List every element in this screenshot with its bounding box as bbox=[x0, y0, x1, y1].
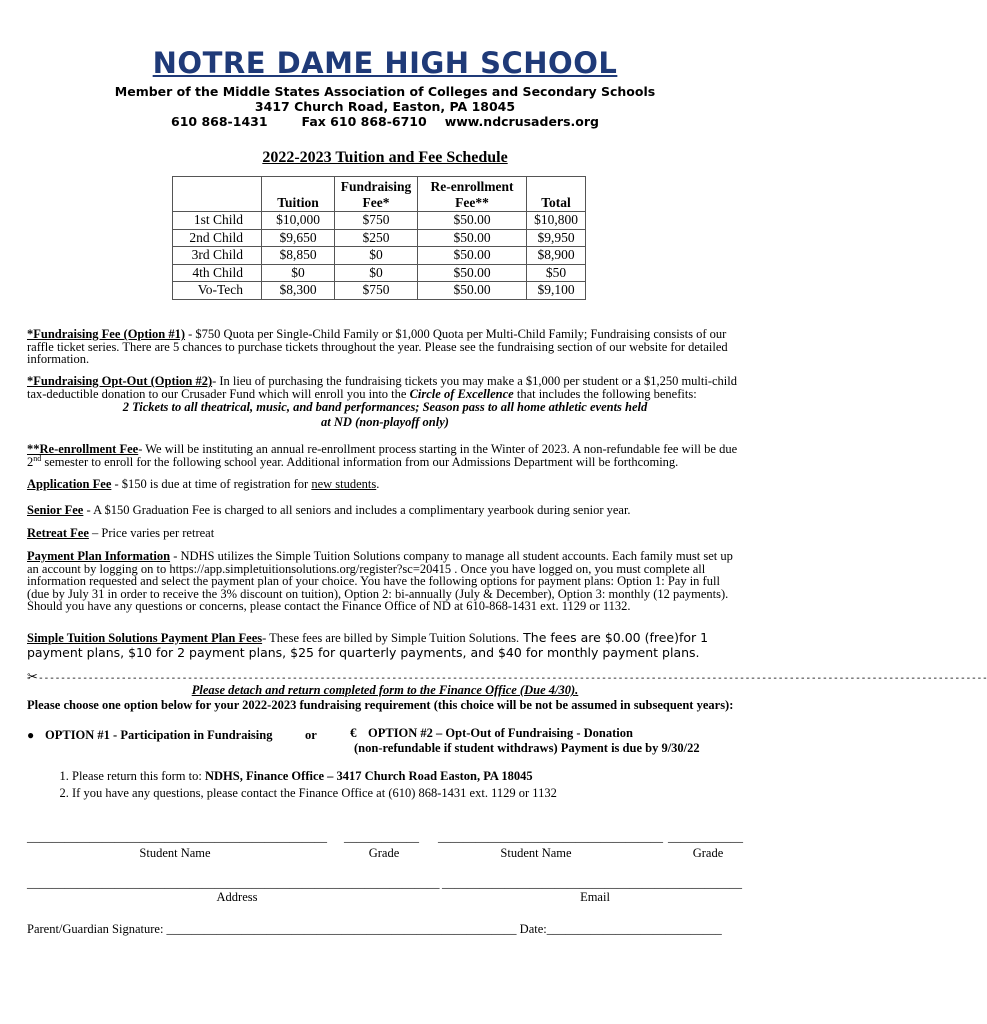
schedule-title: 2022-2023 Tuition and Fee Schedule bbox=[262, 149, 508, 166]
fee-table bbox=[172, 176, 586, 300]
column-header: Fundraising Fee* bbox=[335, 177, 418, 212]
table-cell: $9,650 bbox=[262, 229, 335, 247]
table-row bbox=[173, 212, 586, 230]
student-name-label: Student Name bbox=[139, 846, 211, 860]
note-label: Retreat Fee bbox=[27, 526, 89, 540]
note-label: **Re-enrollment Fee bbox=[27, 442, 139, 456]
table-cell: $0 bbox=[335, 247, 418, 265]
membership-line: Member of the Middle States Association of Colleges and Secondary Schools bbox=[114, 84, 656, 99]
note-text: - A $150 Graduation Fee is charged to all seniors and includes a complimentary yearbook during senior year. bbox=[83, 503, 631, 517]
payment-plan-fees-note bbox=[27, 631, 743, 660]
table-row bbox=[173, 264, 586, 282]
note-superscript: nd bbox=[33, 453, 42, 463]
note-text: - $750 Quota per Single-Child Family or $1,000 Quota per Multi-Child Family; Fundraising consists of our raffle ticket series. There are 5 chances to purchase tickets throughout the year. Please see the fundraising section of our website for detailed information. bbox=[27, 327, 728, 366]
grade-field-2[interactable]: ____________ bbox=[668, 830, 743, 844]
option-1[interactable] bbox=[27, 728, 272, 743]
date-label: Date: bbox=[519, 922, 547, 936]
address-field[interactable]: __________________________________________________________________ bbox=[27, 876, 440, 890]
euro-icon[interactable]: € bbox=[350, 725, 357, 740]
note-text: - We will be instituting an annual re-enrollment process starting in the Winter of 2023. A non-refundable fee will be due 2 bbox=[27, 442, 738, 469]
table-cell: $50.00 bbox=[418, 229, 527, 247]
website-link[interactable]: www.ndcrusaders.org bbox=[444, 114, 599, 129]
return-instructions bbox=[50, 768, 557, 802]
table-cell: $10,000 bbox=[262, 212, 335, 230]
table-header-row bbox=[173, 177, 586, 212]
column-header: Re-enrollment Fee** bbox=[418, 177, 527, 212]
address-line: 3417 Church Road, Easton, PA 18045 bbox=[254, 99, 516, 114]
table-cell: $9,100 bbox=[527, 282, 586, 300]
note-underline: new students bbox=[311, 477, 377, 491]
option-2[interactable] bbox=[350, 726, 700, 755]
row-label: 2nd Child bbox=[173, 229, 262, 247]
note-label: *Fundraising Fee (Option #1) bbox=[27, 327, 185, 341]
table-cell: $8,900 bbox=[527, 247, 586, 265]
detach-text: Please detach and return completed form to the Finance Office (Due 4/30) bbox=[191, 683, 576, 697]
note-emphasis: Circle of Excellence bbox=[409, 386, 514, 401]
student-name-label: Student Name bbox=[500, 846, 572, 860]
row-label: Vo-Tech bbox=[173, 282, 262, 300]
row-label: 1st Child bbox=[173, 212, 262, 230]
row-label: 3rd Child bbox=[173, 247, 262, 265]
table-row bbox=[173, 282, 586, 300]
column-header bbox=[173, 177, 262, 212]
benefit-line: at ND (non-playoff only) bbox=[321, 414, 449, 429]
email-label: Email bbox=[580, 890, 610, 904]
or-label: or bbox=[305, 728, 317, 742]
note-label: Simple Tuition Solutions Payment Plan Fees bbox=[27, 631, 263, 645]
email-field[interactable]: ________________________________________________ bbox=[442, 876, 742, 890]
note-text: – Price varies per retreat bbox=[88, 526, 215, 540]
note-text: . bbox=[376, 477, 380, 491]
option-2-label: OPTION #2 – Opt-Out of Fundraising - Donation bbox=[368, 726, 633, 740]
table-cell: $8,300 bbox=[262, 282, 335, 300]
table-cell: $10,800 bbox=[527, 212, 586, 230]
column-header: Tuition bbox=[262, 177, 335, 212]
school-name: NOTRE DAME HIGH SCHOOL bbox=[152, 46, 618, 80]
fundraising-optout-note bbox=[27, 375, 743, 428]
instruction-text: If you have any questions, please contact the Finance Office at (610) 868-1431 ext. 1129 or 1132 bbox=[72, 786, 557, 800]
contact-line bbox=[0, 114, 770, 129]
row-label: 4th Child bbox=[173, 264, 262, 282]
instruction-text: Please return this form to: bbox=[72, 769, 205, 783]
table-cell: $50.00 bbox=[418, 282, 527, 300]
date-field[interactable]: ____________________________ bbox=[546, 922, 722, 936]
note-label: Application Fee bbox=[27, 477, 112, 491]
reenrollment-fee-note bbox=[27, 443, 743, 468]
note-text-sans: The fees are $0.00 (free)for 1 payment plans, $10 for 2 payment plans, $25 for quarterly payments, and $40 for monthly payment plans. bbox=[27, 630, 709, 660]
note-text: - These fees are billed by Simple Tuition Solutions. bbox=[262, 631, 520, 645]
student-name-field-1[interactable]: ________________________________________________ bbox=[27, 830, 327, 844]
benefit-line: 2 Tickets to all theatrical, music, and band performances; Season pass to all home athletic events held bbox=[122, 400, 648, 414]
detach-instruction bbox=[0, 683, 770, 698]
option-2-detail: (non-refundable if student withdraws) Payment is due by 9/30/22 bbox=[354, 740, 700, 755]
note-label: Senior Fee bbox=[27, 503, 84, 517]
application-fee-note bbox=[27, 478, 743, 491]
note-label: *Fundraising Opt-Out (Option #2) bbox=[27, 374, 213, 388]
choose-option-instruction: Please choose one option below for your 2022-2023 fundraising requirement (this choice will be not be assumed in subsequent years): bbox=[27, 698, 734, 712]
table-row bbox=[173, 247, 586, 265]
column-header: Total bbox=[527, 177, 586, 212]
table-cell: $0 bbox=[262, 264, 335, 282]
signature-label: Parent/Guardian Signature: bbox=[27, 922, 164, 936]
phone-number: 610 868-1431 bbox=[171, 114, 268, 129]
table-cell: $750 bbox=[335, 282, 418, 300]
dash-line: ---------------------------------------------------------------------------------------------------------------------------------------------------------------------------- bbox=[37, 673, 987, 684]
address-label: Address bbox=[216, 890, 258, 904]
table-cell: $750 bbox=[335, 212, 418, 230]
table-cell: $250 bbox=[335, 229, 418, 247]
grade-label: Grade bbox=[368, 846, 400, 860]
student-name-field-2[interactable]: ____________________________________ bbox=[438, 830, 663, 844]
note-text: - $150 is due at time of registration for bbox=[111, 477, 312, 491]
note-text: - NDHS utilizes the Simple Tuition Solutions company to manage all student accounts. Each family must set up an account by logging on to https://app.simpletuitionsolutions.org/register?sc=20415 . Once you have logged on, you must complete all information requested and select the payment plan of your choice. You have the following options for payment plans: Option 1: Pay in full (due by July 31 in order to receive the 3% discount on tuition), Option 2: bi-annually (July & December), Option 3: monthly (12 payments). Should you have any questions or concerns, please contact the Finance Office of ND at 610-868-1431 ext. 1129 or 1132. bbox=[27, 549, 733, 613]
table-cell: $9,950 bbox=[527, 229, 586, 247]
detach-cut-line bbox=[27, 670, 987, 685]
bullet-icon[interactable]: ● bbox=[27, 728, 35, 742]
table-cell: $50.00 bbox=[418, 264, 527, 282]
retreat-fee-note bbox=[27, 527, 743, 540]
letterhead bbox=[0, 46, 770, 129]
return-address: NDHS, Finance Office – 3417 Church Road Easton, PA 18045 bbox=[204, 769, 533, 783]
grade-field-1[interactable]: ____________ bbox=[344, 830, 419, 844]
table-cell: $50 bbox=[527, 264, 586, 282]
option-1-label: OPTION #1 - Participation in Fundraising bbox=[45, 728, 273, 742]
table-cell: $50.00 bbox=[418, 212, 527, 230]
table-cell: $8,850 bbox=[262, 247, 335, 265]
note-text: that includes the following benefits: bbox=[513, 386, 697, 401]
note-label: Payment Plan Information bbox=[27, 549, 171, 563]
fundraising-fee-note bbox=[27, 328, 743, 366]
payment-plan-note bbox=[27, 550, 743, 613]
signature-field[interactable]: ________________________________________________________ bbox=[166, 922, 517, 936]
table-cell: $0 bbox=[335, 264, 418, 282]
senior-fee-note bbox=[27, 504, 743, 517]
detach-end: . bbox=[575, 683, 579, 697]
note-text: semester to enroll for the following school year. Additional information from our Admissions Department will be forthcoming. bbox=[41, 454, 679, 469]
table-row bbox=[173, 229, 586, 247]
fax-number: Fax 610 868-6710 bbox=[301, 114, 427, 129]
scissors-icon: ✂ bbox=[27, 670, 38, 685]
signature-row bbox=[27, 922, 743, 937]
list-item bbox=[72, 785, 557, 802]
note-text: - In lieu of purchasing the fundraising tickets you may make a $1,000 per student or a $1,250 multi-child tax-deductible donation to our Crusader Fund which will enroll you into the bbox=[27, 374, 737, 401]
grade-label: Grade bbox=[692, 846, 724, 860]
list-item bbox=[72, 768, 557, 785]
table-cell: $50.00 bbox=[418, 247, 527, 265]
